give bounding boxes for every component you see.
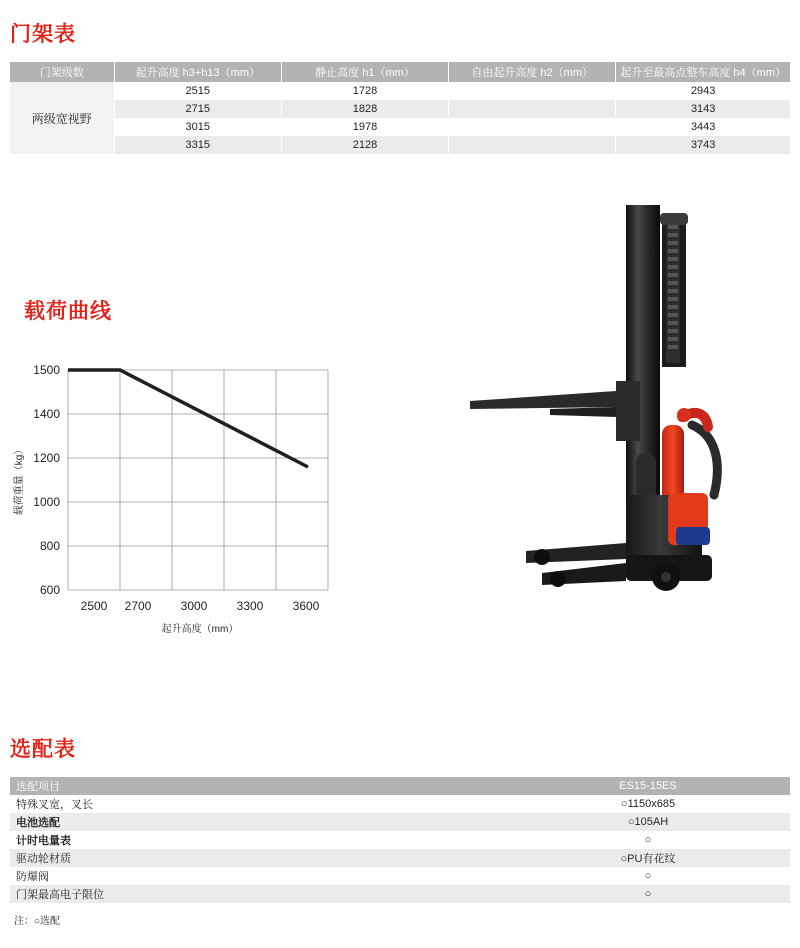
chart-x-ticks xyxy=(81,599,320,613)
y-tick-1000: 1000 xyxy=(33,495,60,509)
table-row xyxy=(10,118,790,136)
option-table-head xyxy=(10,777,790,795)
fork-blade-upper xyxy=(470,391,616,409)
cell-h4: 3443 xyxy=(616,118,790,136)
cell-h2 xyxy=(448,82,615,100)
y-tick-600: 600 xyxy=(39,583,60,597)
control-panel-blue xyxy=(676,527,710,545)
mast-table xyxy=(10,62,790,154)
mast-table-title: 门架表 xyxy=(10,23,76,46)
option-spacer xyxy=(238,831,506,849)
option-spacer xyxy=(238,813,506,831)
x-tick-2700: 2700 xyxy=(124,599,152,613)
chart-y-axis-label: 载荷重量（kg） xyxy=(14,444,25,516)
load-curve-chart xyxy=(8,355,368,640)
chart-x-axis-label: 起升高度（mm） xyxy=(161,624,239,635)
tiller-arm xyxy=(692,425,717,495)
table-row xyxy=(10,831,790,849)
mast-table-head xyxy=(10,62,790,82)
mast-top-cap xyxy=(660,213,688,225)
table-row xyxy=(10,849,790,867)
table-header-row xyxy=(10,62,790,82)
table-row xyxy=(10,82,790,100)
load-wheel-front xyxy=(534,549,550,565)
cell-h3h13: 3315 xyxy=(114,136,281,154)
table-row xyxy=(10,795,790,813)
option-item: 防爆阀 xyxy=(10,867,238,885)
cell-h1: 2128 xyxy=(282,136,449,154)
electric-stacker-photo xyxy=(430,195,770,615)
cell-h3h13: 2515 xyxy=(114,82,281,100)
cell-h3h13: 2715 xyxy=(114,100,281,118)
cell-h1: 1728 xyxy=(282,82,449,100)
mast-header-h3h13: 起升高度 h3+h13（mm） xyxy=(114,62,281,82)
fork-blade-upper-shadow xyxy=(550,407,616,417)
option-item: 驱动轮材质 xyxy=(10,849,238,867)
cell-h1: 1828 xyxy=(282,100,449,118)
y-tick-1400: 1400 xyxy=(33,407,60,421)
mast-row-label: 两级宽视野 xyxy=(10,82,114,154)
tiller-knob xyxy=(677,408,691,422)
option-table xyxy=(10,777,790,903)
option-header-item: 选配项目 xyxy=(10,777,238,795)
option-header-model: ES15-15ES xyxy=(506,777,790,795)
option-value: ○1150x685 xyxy=(506,795,790,813)
option-table-title: 选配表 xyxy=(10,738,76,761)
option-spacer xyxy=(238,849,506,867)
x-tick-3000: 3000 xyxy=(180,599,208,613)
cell-h2 xyxy=(448,136,615,154)
table-row xyxy=(10,885,790,903)
cell-h3h13: 3015 xyxy=(114,118,281,136)
option-spacer xyxy=(238,867,506,885)
cell-h1: 1978 xyxy=(282,118,449,136)
drive-wheel-hub xyxy=(661,572,671,582)
option-value: ○ xyxy=(506,867,790,885)
option-value: ○ xyxy=(506,885,790,903)
fork-carriage xyxy=(616,381,640,441)
y-tick-1500: 1500 xyxy=(33,363,60,377)
option-value: ○PU有花纹 xyxy=(506,849,790,867)
option-table-body xyxy=(10,795,790,903)
table-row xyxy=(10,136,790,154)
table-row xyxy=(10,100,790,118)
y-tick-1200: 1200 xyxy=(33,451,60,465)
option-item: 特殊叉宽，叉长 xyxy=(10,795,238,813)
option-item: 电池选配 xyxy=(10,813,238,831)
mast-header-h4: 起升至最高点整车高度 h4（mm） xyxy=(616,62,790,82)
table-row xyxy=(10,813,790,831)
mast-header-grade: 门架级数 xyxy=(10,62,114,82)
cell-h4: 3743 xyxy=(616,136,790,154)
chart-series-line xyxy=(68,370,308,467)
load-curve-svg xyxy=(8,355,368,640)
table-header-row xyxy=(10,777,790,795)
cell-h2 xyxy=(448,118,615,136)
option-header-blank xyxy=(238,777,506,795)
option-spacer xyxy=(238,795,506,813)
mast-header-h2: 自由起升高度 h2（mm） xyxy=(448,62,615,82)
cell-h4: 3143 xyxy=(616,100,790,118)
cell-h2 xyxy=(448,100,615,118)
cell-h4: 2943 xyxy=(616,82,790,100)
x-tick-3600: 3600 xyxy=(292,599,320,613)
option-item: 门架最高电子限位 xyxy=(10,885,238,903)
option-spacer xyxy=(238,885,506,903)
chart-y-ticks xyxy=(33,363,60,597)
mast-header-h1: 静止高度 h1（mm） xyxy=(282,62,449,82)
option-item: 计时电量表 xyxy=(10,831,238,849)
option-value: ○105AH xyxy=(506,813,790,831)
x-tick-3300: 3300 xyxy=(236,599,264,613)
chart-gridlines xyxy=(68,370,328,590)
x-tick-2500: 2500 xyxy=(80,599,108,613)
load-curve-title: 载荷曲线 xyxy=(24,300,112,323)
y-tick-800: 800 xyxy=(39,539,60,553)
mast-table-body xyxy=(10,82,790,154)
option-table-note: 注：○选配 xyxy=(14,916,61,927)
option-value: ○ xyxy=(506,831,790,849)
table-row xyxy=(10,867,790,885)
load-wheel-rear xyxy=(550,571,566,587)
